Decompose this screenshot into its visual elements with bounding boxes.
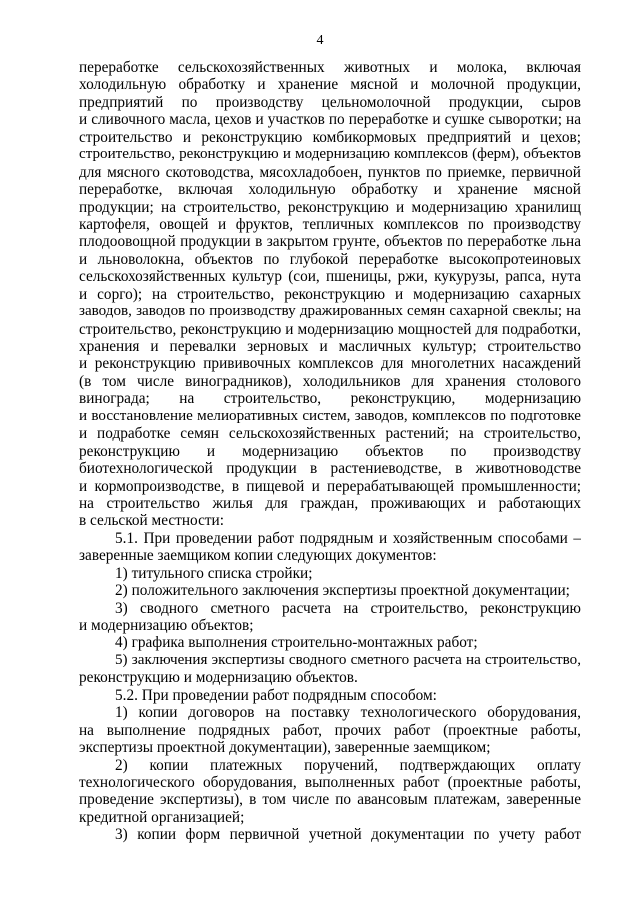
text-line: и сорго); на строительство, реконструкцию и модернизацию сахарных: [79, 285, 581, 303]
text-line: 1) копии договоров на поставку технологического оборудования,: [115, 704, 581, 722]
text-line: биотехнологической продукции в растениеводстве, в животноводстве: [79, 460, 581, 478]
text-line: 2) положительного заключения экспертизы проектной документации;: [115, 582, 570, 600]
text-line: и сливочного масла, цехов и участков по переработке и сушке сыворотки; на: [79, 111, 581, 129]
body-text: [79, 59, 581, 844]
text-line: кредитной организацией;: [79, 808, 245, 826]
text-line: реконструкцию и модернизацию объектов.: [79, 669, 358, 687]
text-line: 3) копии форм первичной учетной документации по учету работ: [115, 826, 581, 844]
text-line: технологического оборудования, выполненных работ (проектные работы,: [79, 773, 581, 791]
text-line: 5.1. При проведении работ подрядным и хозяйственным способами –: [115, 529, 581, 547]
text-line: 5.2. При проведении работ подрядным способом:: [115, 686, 437, 704]
text-line: 4) графика выполнения строительно-монтажных работ;: [115, 634, 478, 652]
text-line: картофеля, овощей и фруктов, тепличных комплексов по производству: [79, 215, 581, 233]
text-line: 3) сводного сметного расчета на строительство, реконструкцию: [115, 599, 581, 617]
text-line: и кормопроизводстве, в пищевой и перерабатывающей промышленности;: [79, 477, 581, 495]
text-line: предприятий по производству цельномолочной продукции, сыров: [79, 93, 581, 111]
text-line: хранения и перевалки зерновых и масличных культур; строительство: [79, 338, 581, 355]
text-line: для мясного скотоводства, мясохладобоен, пунктов по приемке, первичной: [79, 163, 581, 181]
text-line: (в том числе виноградников), холодильников для хранения столового: [79, 372, 581, 390]
text-line: и льноволокна, объектов по глубокой переработке высокопротеиновых: [79, 250, 581, 268]
text-line: строительство, реконструкцию и модернизацию комплексов (ферм), объектов: [79, 146, 581, 163]
text-line: строительство и реконструкцию комбикормовых предприятий и цехов;: [79, 128, 581, 146]
text-line: на выполнение подрядных работ, прочих работ (проектные работы,: [79, 721, 581, 739]
text-line: переработке сельскохозяйственных животных и молока, включая: [79, 59, 581, 76]
text-line: и реконструкцию прививочных комплексов для многолетних насаждений: [79, 355, 581, 373]
text-line: 2) копии платежных поручений, подтверждающих оплату: [115, 756, 581, 774]
text-line: и восстановление мелиоративных систем, заводов, комплексов по подготовке: [79, 407, 581, 424]
text-line: холодильную обработку и хранение мясной и молочной продукции,: [79, 76, 581, 94]
text-line: и подработке семян сельскохозяйственных растений; на строительство,: [79, 425, 581, 443]
text-line: экспертизы проектной документации), заверенные заемщиком;: [79, 739, 491, 757]
text-line: винограда; на строительство, реконструкцию, модернизацию: [79, 390, 581, 408]
page-number: 4: [316, 33, 324, 48]
text-line: 1) титульного списка стройки;: [115, 564, 313, 582]
text-line: и модернизацию объектов;: [79, 617, 254, 634]
text-line: в сельской местности:: [79, 512, 224, 530]
text-line: строительство, реконструкцию и модернизацию мощностей для подработки,: [79, 320, 581, 338]
text-line: продукции; на строительство, реконструкцию и модернизацию хранилищ: [79, 198, 581, 216]
text-line: заводов, заводов по производству дражированных семян сахарной свеклы; на: [79, 303, 581, 320]
text-line: на строительство жилья для граждан, проживающих и работающих: [79, 494, 581, 512]
text-line: переработке, включая холодильную обработку и хранение мясной: [79, 181, 581, 199]
text-line: сельскохозяйственных культур (сои, пшеницы, ржи, кукурузы, рапса, нута: [79, 268, 581, 286]
text-line: плодоовощной продукции в закрытом грунте, объектов по переработке льна: [79, 233, 581, 251]
text-line: реконструкцию и модернизацию объектов по производству: [79, 442, 581, 460]
text-line: заверенные заемщиком копии следующих документов:: [79, 547, 437, 565]
text-line: проведение экспертизы), в том числе по авансовым платежам, заверенные: [79, 791, 581, 809]
text-line: 5) заключения экспертизы сводного сметного расчета на строительство,: [115, 651, 581, 668]
